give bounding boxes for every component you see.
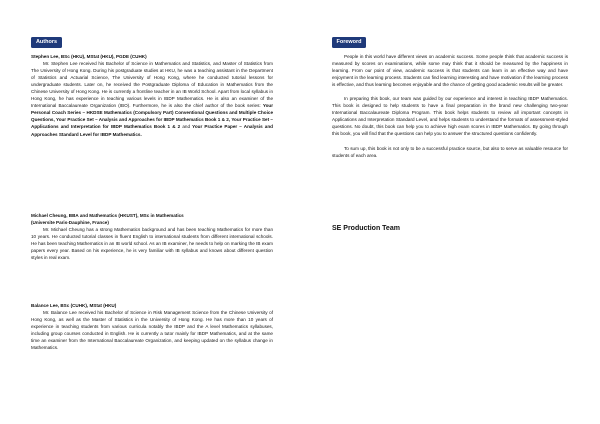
book-series-titles: Your Personal Coach Series – HKDSE Mathematics (Compulsory Part) Conventional Questions and Multiple Choice Questions, Your Practice Set – Analysis and Approaches for IBDP Mathematics Book 1 & 2, Your Practice Set – Applications and Interpretation for IBDP Mathematics Book 1 & 2 — [31, 103, 273, 130]
author-name: Stephen Lee, BSc (HKU), MStat (HKU), PGDE (CUHK) — [31, 54, 147, 59]
team-signature: SE Production Team — [332, 225, 400, 232]
author-name: Balance Lee, BSc (CUHK), MStat (HKU) — [31, 303, 117, 308]
author-name: Michael Cheung, BBA and Mathematics (HKUST), MSc in Mathematics — [31, 213, 184, 218]
bio-conjunction: and — [182, 124, 191, 130]
foreword-paragraph-3: To sum up, this book is not only to be a successful practice source, but also to serve as valuable resource for students of each area. — [332, 145, 568, 158]
foreword-paragraph-2: In preparing this book, our team was guided by our experience and interest in teaching IBDP Mathematics. This book is designed to help students to have a final preparation in the brand new challenging two-year International Baccalaureate Diploma Program. This book helps students to review all important concepts in Applications and Interpretation Standard Level, and helps students to understand the formats of assessment-styled questions. No doubt, this book can help you to achieve high exam scores in IBDP Mathematics. By going through this book, you will find that the questions can help you to answer the structured questions confidently. — [332, 96, 568, 137]
bio-text: Mr. Stephen Lee received his Bachelor of Science in Mathematics and Statistics, and Master of Statistics from The University of Hong Kong. During his postgraduate studies at HKU, he was a teaching assistant in the Department of Statistics and Actuarial Science, The University of Hong Kong, where he conducted tutorial lessons for undergraduate students. Later on, he received the Postgraduate Diploma of Education in Mathematics from the Chinese University of Hong Kong. He is currently a frontline teacher in an IB World School. Apart from local syllabus in Hong Kong, he has experience in teaching various levels in IBDP Mathematics. He is also an examiner of the International Baccalaureate Organization (IBO). Furthermore, he is also the chief author of the book series: — [31, 61, 273, 109]
foreword-heading: Foreword — [332, 37, 366, 48]
author-stephen-lee — [31, 53, 273, 138]
author-bio: Mr. Balance Lee received his Bachelor of Science in Risk Management Science from the Chinese University of Hong Kong, as well as the Master of Statistics in the University of Hong Kong. He has more than 10 years of experience in teaching students from various curricula notably the IBDP and the A level Mathematics syllabuses, including group courses conducted in English. He is currently a tutor mainly for IBDP Mathematics, and at the same time an examiner from the International Baccalaureate Organization, and keeping updated on the syllabus change in Mathematics. — [31, 310, 273, 351]
bio-period: . — [140, 131, 142, 137]
book-title: Your Practice Paper – Analysis and Approaches Standard Level for IBDP Mathematics — [31, 124, 273, 137]
author-bio — [31, 60, 273, 138]
author-balance-lee — [31, 302, 273, 351]
authors-heading: Authors — [31, 37, 62, 48]
author-bio: Mr. Michael Cheung has a strong Mathematics background and has been teaching Mathematics for more than 10 years. He conducted tutorial classes in fluent English to international students from different international schools. He has been teaching Mathematics in an IB world school. As an IB examiner, he needs to help on marking the IB exam papers every year. Based on his experience, he is very familiar with IB syllabus and knows about different question styles in real exam. — [31, 227, 273, 261]
author-michael-cheung — [31, 212, 273, 261]
foreword-paragraph-1: People in this world have different views on academic success. Some people think that academic success is measured by scores on examinations, while some may think that it should be measured by the happiness in learning. From our point of view, academic success is that students can learn in an effective way and have enjoyment in the learning process. Students can find learning interesting and have motivation if the learning process is effective, and thus learning becomes enjoyable and the chance of getting good academic results will be greater. — [332, 54, 568, 88]
author-name-line2: (Universite Paris-Dauphine, France) — [31, 220, 109, 226]
right-page — [300, 0, 600, 424]
foreword-body — [332, 53, 568, 159]
